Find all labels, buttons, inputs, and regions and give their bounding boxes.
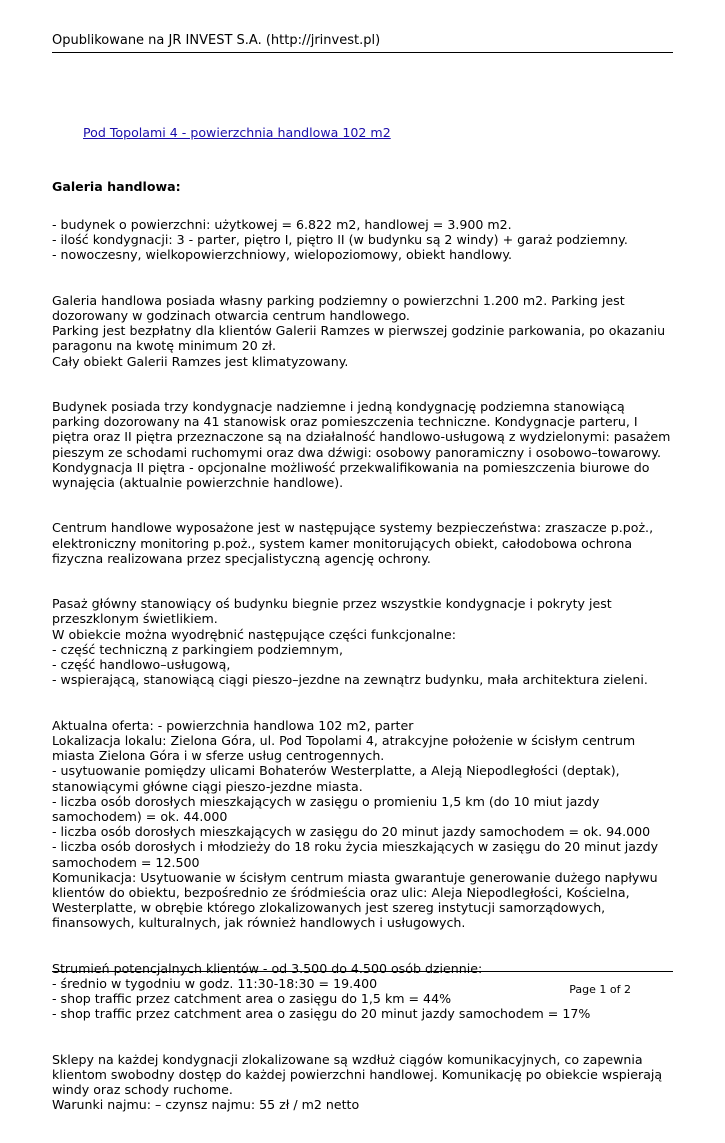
- paragraph-customer-flow: Strumień potencjalnych klientów - od 3.500 do 4.500 osób dziennie: - średnio w tygodniu w godz. 11:30-18:30 = 19.400 - shop traffic przez catchment area o zasięgu do 1,5 km = 44% - shop traffic przez catchment area o zasięgu do 20 minut jazdy samochodem = 17%: [52, 960, 591, 1022]
- paragraph-rental-terms: Sklepy na każdej kondygnacji zlokalizowane są wzdłuż ciągów komunikacyjnych, co zapewnia klientom swobodny dostęp do każdej powierzchni handlowej. Komunikację po obiekcie wspierają windy oraz schody ruchome. Warunki najmu: – czynsz najmu: 55 zł / m2 netto: [52, 1051, 663, 1113]
- paragraph-building-specs: - budynek o powierzchni: użytkowej = 6.822 m2, handlowej = 3.900 m2. - ilość kondygnacji: 3 - parter, piętro I, piętro II (w budynku są 2 windy) + garaż podziemny. - nowoczesny, wielkopowierzchniowy, wielopoziomowy, obiekt handlowy.: [52, 217, 628, 263]
- page-header: Opublikowane na JR INVEST S.A. (http://jrinvest.pl): [52, 33, 381, 48]
- paragraph-offer-location: Aktualna oferta: - powierzchnia handlowa 102 m2, parter Lokalizacja lokalu: Zielona Góra, ul. Pod Topolami 4, atrakcyjne położenie w ścisłym centrum miasta Zielona Góra i w sferze usług centrogennych. - usytuowanie pomiędzy ulicami Bohaterów Westerplatte, a Aleją Niepodległości (deptak), stanowiącymi główne ciągi pieszo-jezdne miasta. - liczba osób dorosłych mieszkających w zasięgu o promieniu 1,5 km (do 10 miut jazdy samochodem) = ok. 44.000 - liczba osób dorosłych mieszkających w zasięgu do 20 minut jazdy samochodem = ok. 94.000 - liczba osób dorosłych i młodzieży do 18 roku życia mieszkających w zasięgu do 20 minut jazdy samochodem = 12.500 Komunikacja: Usytuowanie w ścisłym centrum miasta gwarantuje generowanie dużego napływu klientów do obiektu, bezpośrednio ze śródmieścia oraz ulic: Aleja Niepodległości, Kościelna, Westerplatte, w obrębie którego zlokalizowanych jest szereg instytucji samorządowych, finansowych, kulturalnych, jak również handlowych i usługowych.: [52, 717, 659, 931]
- listing-title-link[interactable]: Pod Topolami 4 - powierzchnia handlowa 102 m2: [83, 125, 391, 141]
- paragraph-floors: Budynek posiada trzy kondygnacje nadziemne i jedną kondygnację podziemna stanowiącą parking dozorowany na 41 stanowisk oraz pomieszczenia techniczne. Kondygnacje parteru, I piętra oraz II piętra przeznaczone są na działalność handlowo-usługową z wydzielonymi: pasażem pieszym ze schodami ruchomymi oraz dwa dźwigi: osobowy panoramiczny i osobowo–towarowy. Kondygnacja II piętra - opcjonalne możliwość przekwalifikowania na pomieszczenia biurowe do wynajęcia (aktualnie powierzchnie handlowe).: [52, 399, 671, 491]
- header-divider: [52, 52, 673, 53]
- page-number: Page 1 of 2: [569, 983, 631, 996]
- section-title: Galeria handlowa:: [52, 178, 181, 194]
- paragraph-parking: Galeria handlowa posiada własny parking podziemny o powierzchni 1.200 m2. Parking jest dozorowany w godzinach otwarcia centrum handlowego. Parking jest bezpłatny dla klientów Galerii Ramzes w pierwszej godzinie parkowania, po okazaniu paragonu na kwotę minimum 20 zł. Cały obiekt Galerii Ramzes jest klimatyzowany.: [52, 292, 666, 369]
- paragraph-functional-parts: Pasaż główny stanowiący oś budynku biegnie przez wszystkie kondygnacje i pokryty jest przeszklonym świetlikiem. W obiekcie można wyodrębnić następujące części funkcjonalne: - część techniczną z parkingiem podziemnym, - część handlowo–usługową, - wspierającą, stanowiącą ciągi pieszo–jezdne na zewnątrz budynku, mała architektura zieleni.: [52, 596, 648, 688]
- paragraph-security: Centrum handlowe wyposażone jest w następujące systemy bezpieczeństwa: zraszacze p.poż., elektroniczny monitoring p.poż., system kamer monitorujących obiekt, całodobowa ochrona fizyczna realizowana przez specjalistyczną agencję ochrony.: [52, 520, 654, 566]
- footer-divider: [52, 971, 673, 972]
